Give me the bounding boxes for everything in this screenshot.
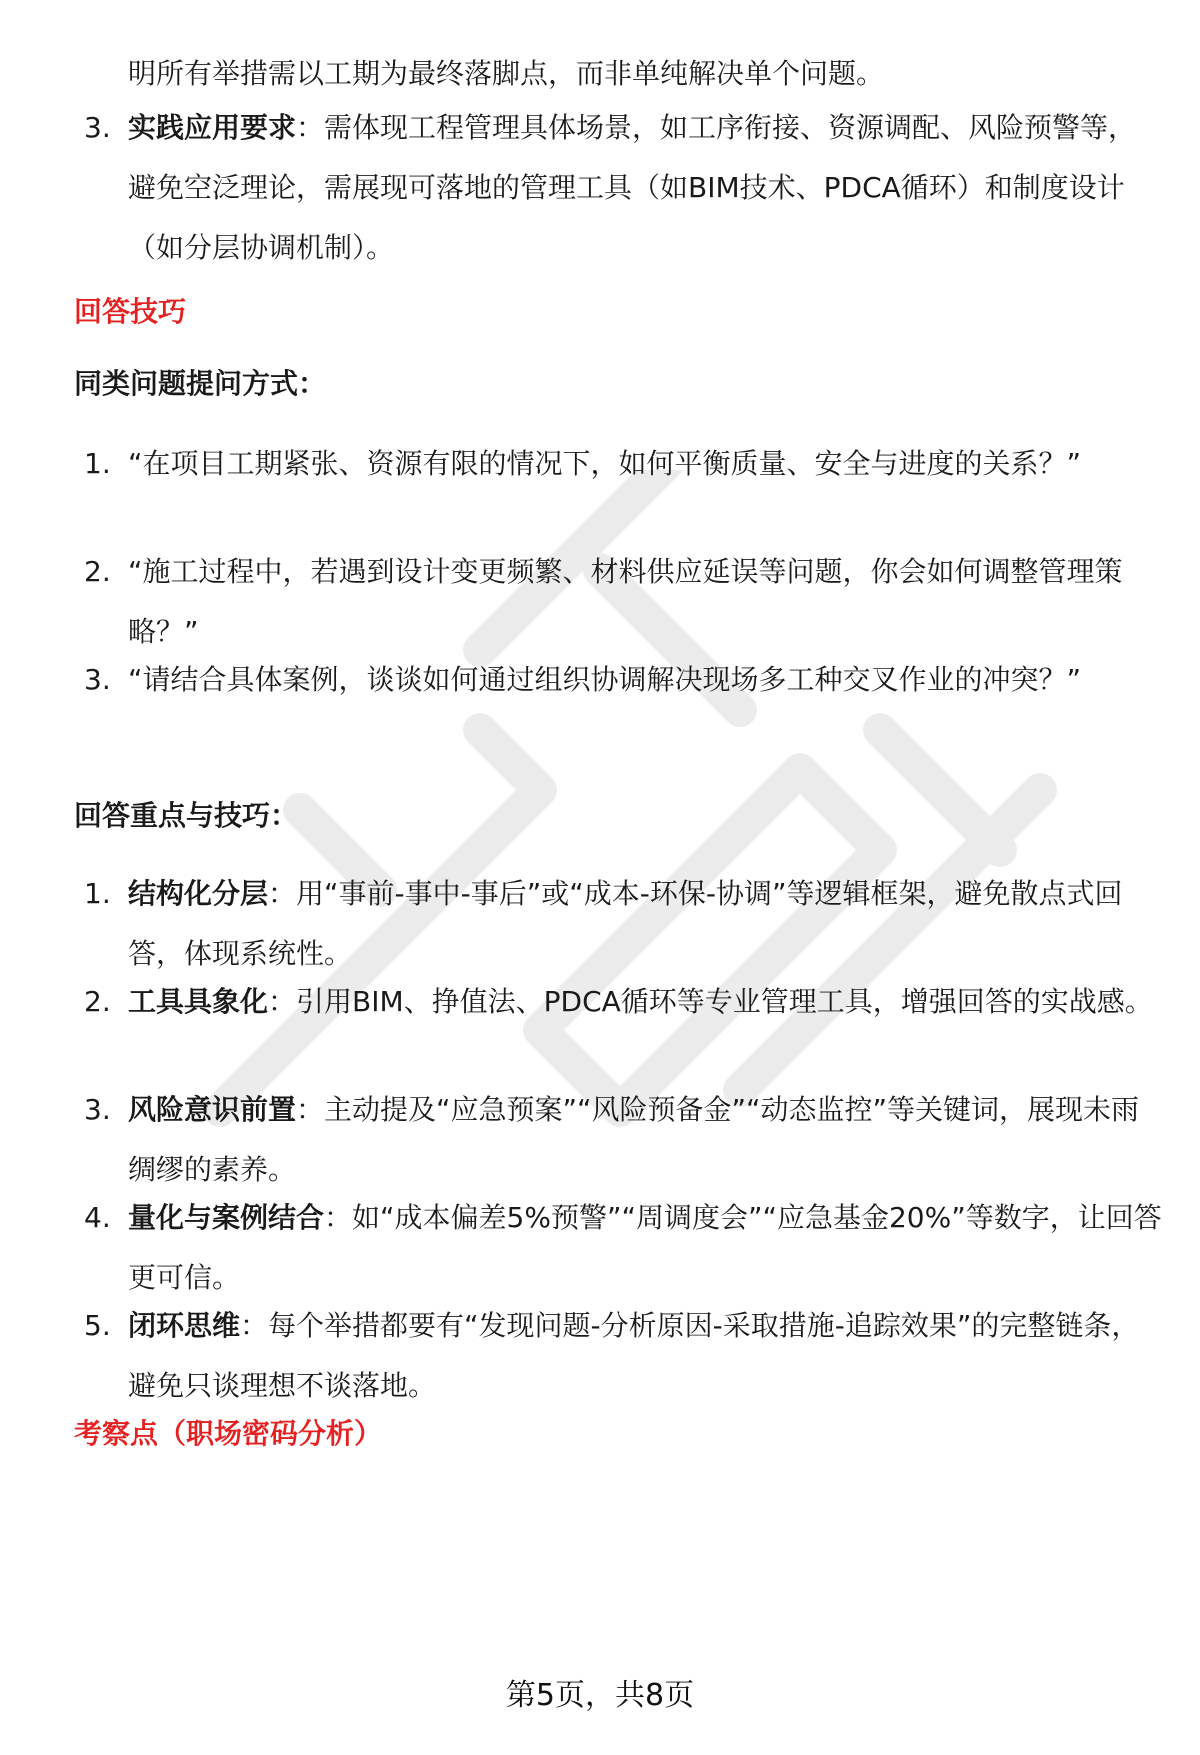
list-text: “在项目工期紧张、资源有限的情况下，如何平衡质量、安全与进度的关系？”	[128, 447, 1082, 480]
list-number: 3.	[84, 111, 111, 144]
list-number: 2.	[84, 555, 111, 588]
list-number: 2.	[84, 985, 111, 1018]
list-text	[128, 1296, 1164, 1416]
requirement-3	[74, 98, 1164, 278]
focus-label: 闭环思维	[128, 1309, 241, 1342]
similar-question-item	[74, 542, 1164, 662]
focus-point-item	[74, 1080, 1164, 1200]
requirement-label: 实践应用要求	[128, 111, 297, 144]
focus-label: 风险意识前置	[128, 1093, 297, 1126]
focus-body: ：用“事前-事中-事后”或“成本-环保-协调”等逻辑框架，避免散点式回答，体现系统性。	[128, 877, 1123, 970]
list-text: “请结合具体案例，谈谈如何通过组织协调解决现场多工种交叉作业的冲突？”	[128, 663, 1082, 696]
list-number: 3.	[84, 1093, 111, 1126]
requirement-body: ：需体现工程管理具体场景，如工序衔接、资源调配、风险预警等，避免空泛理论，需展现可落地的管理工具（如BIM技术、PDCA循环）和制度设计（如分层协调机制）。	[128, 111, 1137, 264]
list-number: 4.	[84, 1201, 111, 1234]
similar-question-item	[74, 434, 1164, 494]
page-footer: 第5页，共8页	[505, 1678, 695, 1713]
focus-point-item	[74, 1296, 1164, 1416]
similar-question-item	[74, 650, 1164, 710]
list-text: “施工过程中，若遇到设计变更频繁、材料供应延误等问题，你会如何调整管理策略？”	[128, 555, 1123, 648]
requirement-2-continuation: 明所有举措需以工期为最终落脚点，而非单纯解决单个问题。	[128, 57, 885, 90]
focus-body: ：引用BIM、挣值法、PDCA循环等专业管理工具，增强回答的实战感。	[268, 985, 1153, 1018]
list-number: 1.	[84, 877, 111, 910]
focus-point-item	[74, 864, 1164, 984]
focus-heading: 回答重点与技巧：	[74, 799, 299, 832]
focus-label: 工具具象化	[128, 985, 269, 1018]
list-text	[128, 1080, 1164, 1200]
section-heading-exam-points: 考察点（职场密码分析）	[74, 1417, 383, 1450]
list-text	[128, 1188, 1164, 1308]
list-number: 5.	[84, 1309, 111, 1342]
similar-questions-heading: 同类问题提问方式：	[74, 367, 327, 400]
list-text	[128, 98, 1164, 278]
list-text	[128, 972, 1164, 1032]
section-heading-answer-tips: 回答技巧	[74, 295, 187, 328]
focus-body: ：主动提及“应急预案”“风险预备金”“动态监控”等关键词，展现未雨绸缪的素养。	[128, 1093, 1140, 1186]
list-number: 3.	[84, 663, 111, 696]
focus-body: ：每个举措都要有“发现问题-分析原因-采取措施-追踪效果”的完整链条，避免只谈理想不谈落地。	[128, 1309, 1140, 1402]
focus-point-item	[74, 1188, 1164, 1308]
focus-label: 结构化分层	[128, 877, 269, 910]
list-text	[128, 864, 1164, 984]
list-number: 1.	[84, 447, 111, 480]
focus-label: 量化与案例结合	[128, 1201, 325, 1234]
focus-point-item	[74, 972, 1164, 1032]
focus-body: ：如“成本偏差5%预警”“周调度会”“应急基金20%”等数字，让回答更可信。	[128, 1201, 1162, 1294]
